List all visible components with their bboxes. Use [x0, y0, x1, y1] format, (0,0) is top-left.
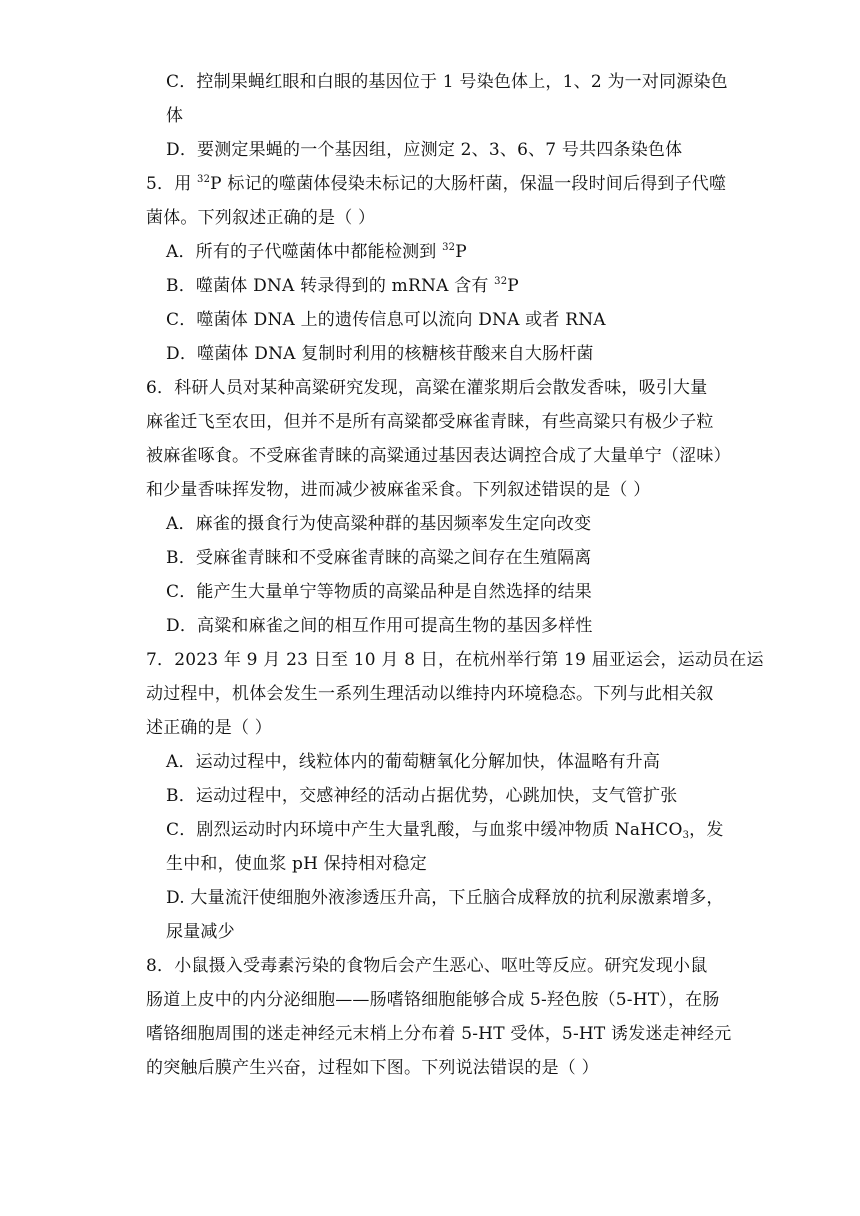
q4-option-c-line2: 体: [166, 106, 184, 126]
q6-option-d: D．高粱和麻雀之间的相互作用可提高生物的基因多样性: [166, 616, 593, 636]
q6-option-a: A．麻雀的摄食行为使高粱种群的基因频率发生定向改变: [166, 514, 592, 534]
q8-stem-line4: 的突触后膜产生兴奋，过程如下图。下列说法错误的是（ ）: [146, 1058, 599, 1078]
q7-option-c-line2: 生中和，使血浆 pH 保持相对稳定: [166, 854, 427, 874]
q7-stem-line3: 述正确的是（ ）: [146, 718, 273, 738]
q6-stem-line3: 被麻雀啄食。不受麻雀青睐的高粱通过基因表达调控合成了大量单宁（涩味）: [146, 446, 731, 466]
q6-stem-line2: 麻雀迁飞至农田，但并不是所有高粱都受麻雀青睐，有些高粱只有极少子粒: [146, 412, 714, 432]
q7-option-a: A．运动过程中，线粒体内的葡萄糖氧化分解加快，体温略有升高: [166, 752, 661, 772]
q7-option-d-line1: D. 大量流汗使细胞外液渗透压升高，下丘脑合成释放的抗利尿激素增多，: [166, 888, 724, 908]
q7-option-c-line1: C．剧烈运动时内环境中产生大量乳酸，与血浆中缓冲物质 NaHCO$_3$，发: [166, 820, 724, 841]
q5-option-b: B．噬菌体 DNA 转录得到的 mRNA 含有 $^{32}$P: [166, 276, 519, 296]
q5-stem-line2: 菌体。下列叙述正确的是（ ）: [146, 208, 376, 228]
q8-stem-line1: 8．小鼠摄入受毒素污染的食物后会产生恶心、呕吐等反应。研究发现小鼠: [146, 956, 708, 976]
q6-stem-line1: 6．科研人员对某种高粱研究发现，高粱在灌浆期后会散发香味，吸引大量: [146, 378, 708, 398]
q7-option-b: B．运动过程中，交感神经的活动占据优势，心跳加快，支气管扩张: [166, 786, 678, 806]
q5-option-c: C．噬菌体 DNA 上的遗传信息可以流向 DNA 或者 RNA: [166, 310, 606, 330]
q7-stem-line2: 动过程中，机体会发生一系列生理活动以维持内环境稳态。下列与此相关叙: [146, 684, 714, 704]
q5-stem-line1: 5．用 $^{32}$P 标记的噬菌体侵染未标记的大肠杆菌，保温一段时间后得到子代噬: [146, 174, 727, 194]
q6-option-c: C．能产生大量单宁等物质的高粱品种是自然选择的结果: [166, 582, 593, 602]
q7-option-d-line2: 尿量减少: [166, 922, 235, 942]
q7-stem-line1: 7．2023 年 9 月 23 日至 10 月 8 日，在杭州举行第 19 届亚运会，运动员在运: [146, 650, 764, 670]
q8-stem-line2: 肠道上皮中的内分泌细胞——肠嗜铬细胞能够合成 5-羟色胺（5-HT），在肠: [146, 990, 720, 1010]
q6-stem-line4: 和少量香味挥发物，进而减少被麻雀采食。下列叙述错误的是（ ）: [146, 480, 651, 500]
q4-option-c-line1: C．控制果蝇红眼和白眼的基因位于 1 号染色体上，1、2 为一对同源染色: [166, 72, 728, 92]
q5-option-a: A．所有的子代噬菌体中都能检测到 $^{32}$P: [166, 242, 467, 262]
q4-option-d: D．要测定果蝇的一个基因组，应测定 2、3、6、7 号共四条染色体: [166, 140, 683, 160]
q5-option-d: D．噬菌体 DNA 复制时利用的核糖核苷酸来自大肠杆菌: [166, 344, 594, 364]
q8-stem-line3: 嗜铬细胞周围的迷走神经元末梢上分布着 5-HT 受体，5-HT 诱发迷走神经元: [146, 1024, 732, 1044]
q6-option-b: B．受麻雀青睐和不受麻雀青睐的高粱之间存在生殖隔离: [166, 548, 592, 568]
